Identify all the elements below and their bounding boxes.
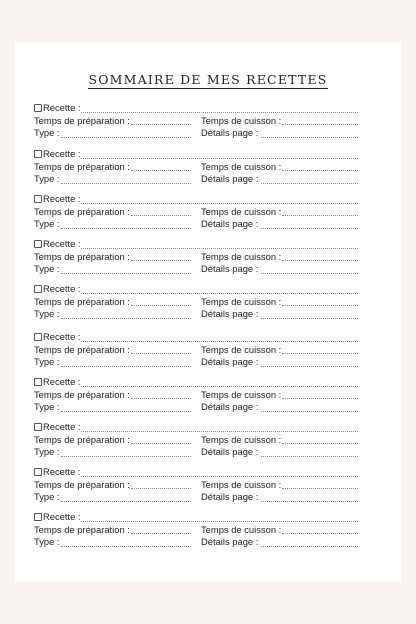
recipe-row <box>34 238 360 251</box>
temps-cuisson-field[interactable] <box>282 533 358 534</box>
temps-cuisson-label: Temps de cuisson : <box>201 523 282 535</box>
recipe-entry <box>34 421 360 459</box>
type-row <box>34 127 360 140</box>
recipe-row <box>34 421 360 434</box>
details-page-field[interactable] <box>261 273 358 274</box>
temps-preparation-label: Temps de préparation : <box>34 388 130 400</box>
recipe-entry <box>34 102 360 140</box>
time-row <box>34 389 360 402</box>
details-page-label: Détails page : <box>201 173 259 184</box>
temps-preparation-field[interactable] <box>131 353 191 354</box>
recette-field[interactable] <box>81 431 358 432</box>
page-title <box>15 72 401 87</box>
recipe-row <box>34 466 360 479</box>
details-page-label: Détails page : <box>201 308 259 319</box>
time-row <box>34 206 360 219</box>
temps-cuisson-label: Temps de cuisson : <box>201 478 282 490</box>
temps-preparation-field[interactable] <box>131 488 191 489</box>
temps-preparation-field[interactable] <box>131 398 191 399</box>
type-row <box>34 401 360 414</box>
type-field[interactable] <box>61 366 191 367</box>
type-label: Type : <box>34 127 60 138</box>
recipe-entry <box>34 466 360 504</box>
details-page-field[interactable] <box>261 228 358 229</box>
type-label: Type : <box>34 263 60 274</box>
type-field[interactable] <box>61 228 191 229</box>
recipe-checkbox[interactable] <box>34 195 42 203</box>
recipe-entry <box>34 283 360 321</box>
type-field[interactable] <box>61 456 191 457</box>
details-page-field[interactable] <box>261 318 358 319</box>
time-row <box>34 296 360 309</box>
temps-cuisson-label: Temps de cuisson : <box>201 295 282 307</box>
details-page-label: Détails page : <box>201 401 259 412</box>
recipe-row <box>34 102 360 115</box>
type-field[interactable] <box>61 318 191 319</box>
type-row <box>34 218 360 231</box>
recette-label: Recette : <box>43 148 81 159</box>
recipe-checkbox[interactable] <box>34 423 42 431</box>
temps-preparation-field[interactable] <box>131 533 191 534</box>
recipe-checkbox[interactable] <box>34 150 42 158</box>
type-row <box>34 308 360 321</box>
details-page-field[interactable] <box>261 456 358 457</box>
recette-label: Recette : <box>43 102 81 113</box>
temps-preparation-label: Temps de préparation : <box>34 478 130 490</box>
temps-cuisson-label: Temps de cuisson : <box>201 433 282 445</box>
temps-preparation-label: Temps de préparation : <box>34 160 130 172</box>
type-label: Type : <box>34 308 60 319</box>
recipe-entry <box>34 331 360 369</box>
recette-label: Recette : <box>43 283 81 294</box>
recipe-checkbox[interactable] <box>34 468 42 476</box>
temps-preparation-label: Temps de préparation : <box>34 433 130 445</box>
recipe-row <box>34 376 360 389</box>
temps-preparation-field[interactable] <box>131 443 191 444</box>
temps-preparation-label: Temps de préparation : <box>34 250 130 262</box>
temps-cuisson-field[interactable] <box>282 170 358 171</box>
details-page-field[interactable] <box>261 411 358 412</box>
type-row <box>34 491 360 504</box>
page-title-text: SOMMAIRE DE MES RECETTES <box>88 72 328 87</box>
temps-cuisson-label: Temps de cuisson : <box>201 114 282 126</box>
type-label: Type : <box>34 356 60 367</box>
temps-preparation-field[interactable] <box>131 124 191 125</box>
temps-cuisson-label: Temps de cuisson : <box>201 343 282 355</box>
temps-cuisson-field[interactable] <box>282 488 358 489</box>
recette-field[interactable] <box>81 386 358 387</box>
time-row <box>34 524 360 537</box>
recipe-entry <box>34 511 360 549</box>
recipe-checkbox[interactable] <box>34 333 42 341</box>
temps-cuisson-field[interactable] <box>282 215 358 216</box>
temps-preparation-label: Temps de préparation : <box>34 205 130 217</box>
recipe-checkbox[interactable] <box>34 285 42 293</box>
type-field[interactable] <box>61 501 191 502</box>
recipe-row <box>34 331 360 344</box>
temps-cuisson-field[interactable] <box>282 305 358 306</box>
temps-cuisson-field[interactable] <box>282 260 358 261</box>
recette-field[interactable] <box>81 476 358 477</box>
recette-field[interactable] <box>81 112 358 113</box>
type-field[interactable] <box>61 183 191 184</box>
details-page-label: Détails page : <box>201 536 259 547</box>
time-row <box>34 251 360 264</box>
temps-preparation-label: Temps de préparation : <box>34 114 130 126</box>
time-row <box>34 479 360 492</box>
temps-cuisson-field[interactable] <box>282 398 358 399</box>
type-label: Type : <box>34 491 60 502</box>
page-sheet <box>15 42 401 582</box>
recipe-entry <box>34 148 360 186</box>
temps-preparation-label: Temps de préparation : <box>34 343 130 355</box>
type-row <box>34 173 360 186</box>
recipe-checkbox[interactable] <box>34 240 42 248</box>
temps-preparation-field[interactable] <box>131 260 191 261</box>
type-row <box>34 536 360 549</box>
temps-cuisson-field[interactable] <box>282 353 358 354</box>
type-field[interactable] <box>61 137 191 138</box>
details-page-field[interactable] <box>261 366 358 367</box>
recipe-checkbox[interactable] <box>34 378 42 386</box>
recette-field[interactable] <box>81 293 358 294</box>
recette-label: Recette : <box>43 421 81 432</box>
details-page-label: Détails page : <box>201 356 259 367</box>
details-page-label: Détails page : <box>201 127 259 138</box>
type-field[interactable] <box>61 273 191 274</box>
temps-cuisson-field[interactable] <box>282 124 358 125</box>
temps-preparation-label: Temps de préparation : <box>34 295 130 307</box>
time-row <box>34 115 360 128</box>
recipe-checkbox[interactable] <box>34 104 42 112</box>
type-label: Type : <box>34 218 60 229</box>
temps-cuisson-label: Temps de cuisson : <box>201 388 282 400</box>
temps-preparation-field[interactable] <box>131 305 191 306</box>
type-label: Type : <box>34 536 60 547</box>
details-page-field[interactable] <box>261 501 358 502</box>
temps-cuisson-label: Temps de cuisson : <box>201 160 282 172</box>
type-field[interactable] <box>61 546 191 547</box>
temps-preparation-field[interactable] <box>131 215 191 216</box>
details-page-field[interactable] <box>261 546 358 547</box>
time-row <box>34 344 360 357</box>
recipe-checkbox[interactable] <box>34 513 42 521</box>
type-field[interactable] <box>61 411 191 412</box>
temps-cuisson-field[interactable] <box>282 443 358 444</box>
temps-cuisson-label: Temps de cuisson : <box>201 250 282 262</box>
recipe-entry <box>34 193 360 231</box>
recette-field[interactable] <box>81 521 358 522</box>
type-row <box>34 446 360 459</box>
details-page-label: Détails page : <box>201 263 259 274</box>
details-page-field[interactable] <box>261 137 358 138</box>
details-page-label: Détails page : <box>201 218 259 229</box>
recette-label: Recette : <box>43 511 81 522</box>
type-label: Type : <box>34 401 60 412</box>
recette-label: Recette : <box>43 331 81 342</box>
time-row <box>34 161 360 174</box>
recette-field[interactable] <box>81 341 358 342</box>
type-label: Type : <box>34 173 60 184</box>
recette-field[interactable] <box>81 203 358 204</box>
recipe-row <box>34 283 360 296</box>
type-label: Type : <box>34 446 60 457</box>
recette-field[interactable] <box>81 248 358 249</box>
type-row <box>34 263 360 276</box>
details-page-label: Détails page : <box>201 491 259 502</box>
recette-label: Recette : <box>43 376 81 387</box>
temps-preparation-field[interactable] <box>131 170 191 171</box>
recette-label: Recette : <box>43 193 81 204</box>
recette-field[interactable] <box>81 158 358 159</box>
recipe-row <box>34 148 360 161</box>
recipe-entry <box>34 238 360 276</box>
recette-label: Recette : <box>43 238 81 249</box>
details-page-label: Détails page : <box>201 446 259 457</box>
time-row <box>34 434 360 447</box>
recette-label: Recette : <box>43 466 81 477</box>
temps-cuisson-label: Temps de cuisson : <box>201 205 282 217</box>
details-page-field[interactable] <box>261 183 358 184</box>
recipe-row <box>34 511 360 524</box>
temps-preparation-label: Temps de préparation : <box>34 523 130 535</box>
recipe-entry <box>34 376 360 414</box>
recipe-row <box>34 193 360 206</box>
type-row <box>34 356 360 369</box>
